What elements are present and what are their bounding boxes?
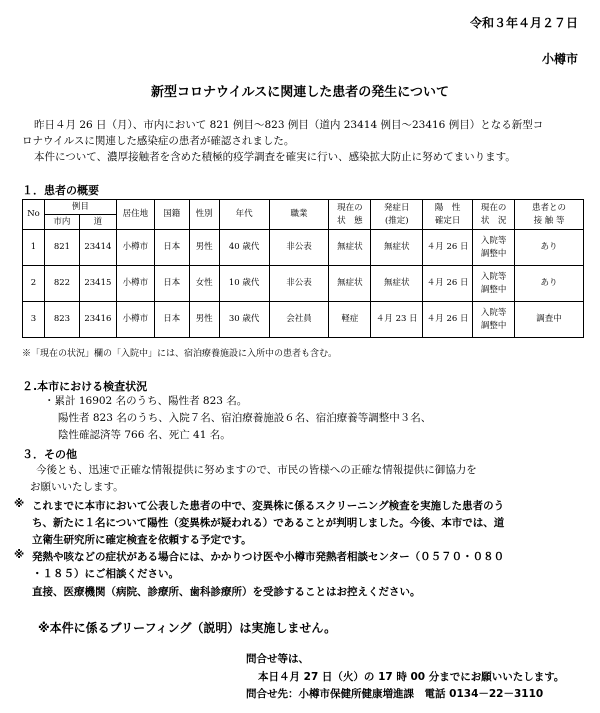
header-onset: 発症日 (推定) [371, 200, 423, 230]
header-current-state: 現在の 状 態 [329, 200, 371, 230]
contact-line-1: 問合せ等は、 [246, 653, 309, 665]
contact-line-2: 本日４月 27 日（火）の 17 時 00 分までにお願いいたします。 [258, 671, 565, 683]
table-row: 2 822 23415 小樽市 日本 女性 10 歳代 非公表 無症状 無症状 ４月 26 日 入院等 調整中 あり [23, 266, 584, 302]
patient-table [22, 199, 584, 338]
testing-line-2: 陽性者 823 名のうち、入院７名、宿泊療養施設６名、宿泊療養等調整中３名、 [58, 412, 432, 424]
document-title: 新型コロナウイルスに関連した患者の発生について [151, 85, 449, 100]
note-1-line-2: ち、新たに１名について陽性（変異株が疑われる）であることが判明しました。今後、本市では、道 [32, 517, 505, 529]
document-date: 令和３年４月２７日 [469, 16, 578, 30]
header-positive-date: 陽 性 確定日 [423, 200, 473, 230]
table-row: 1 821 23414 小樽市 日本 男性 40 歳代 非公表 無症状 無症状 ４月 26 日 入院等 調整中 あり [23, 230, 584, 266]
note-2-line-2: ・１８５）にご相談ください。 [32, 568, 179, 580]
section2-heading: ２.本市における検査状況 [22, 380, 148, 393]
note-2-mark: ※ [14, 549, 25, 561]
contact-line-3: 問合せ先：小樽市保健所健康増進課 電話 0134－22－3110 [246, 688, 544, 700]
header-sex: 性別 [189, 200, 219, 230]
header-no: No [23, 200, 45, 230]
section3-heading: ３．その他 [22, 448, 77, 461]
header-occupation: 職業 [269, 200, 329, 230]
header-residence: 居住地 [116, 200, 154, 230]
note-1-mark: ※ [14, 498, 25, 510]
header-age: 年代 [219, 200, 269, 230]
note-2-line-3: 直接、医療機関（病院、診療所、歯科診療所）を受診することはお控えください。 [32, 586, 421, 598]
intro-line-1: 昨日４月 26 日（月）、市内において 821 例目～823 例目（道内 23414 例目～23416 例目）となる新型コ [34, 119, 544, 131]
header-pref-no: 道 [79, 215, 116, 230]
issuer-city: 小樽市 [541, 52, 578, 66]
header-contacts: 患者との 接 触 等 [515, 200, 584, 230]
header-city-no: 市内 [44, 215, 79, 230]
note-1-line-3: 立衛生研究所に確定検査を依頼する予定です。 [32, 534, 252, 546]
other-line-2: お願いいたします。 [30, 481, 124, 493]
note-2-line-1: 発熱や咳などの症状がある場合には、かかりつけ医や小樽市発熱者相談センター（０５７０・０８０ [32, 551, 505, 563]
header-nationality: 国籍 [154, 200, 189, 230]
intro-line-3: 本件について、濃厚接触者を含めた積極的疫学調査を確実に行い、感染拡大防止に努めてまいります。 [34, 151, 516, 163]
table-row: 3 823 23416 小樽市 日本 男性 30 歳代 会社員 軽症 ４月 23 日 ４月 26 日 入院等 調整中 調査中 [23, 302, 584, 338]
section1-heading: １．患者の概要 [22, 184, 99, 197]
intro-line-2: ロナウイルスに関連した感染症の患者が確認されました。 [22, 135, 295, 147]
testing-line-3: 陰性確認済等 766 名、死亡 41 名。 [58, 429, 231, 441]
testing-line-1: ・累計 16902 名のうち、陽性者 823 名。 [44, 395, 248, 407]
header-status: 現在の 状 況 [473, 200, 515, 230]
header-case: 例目 [44, 200, 116, 215]
note-1-line-1: これまでに本市において公表した患者の中で、変異株に係るスクリーニング検査を実施した患者のう [32, 500, 505, 512]
table-note: ※「現在の状況」欄の「入院中」には、宿泊療養施設に入所中の患者も含む。 [22, 349, 338, 359]
briefing-notice: ※本件に係るブリーフィング（説明）は実施しません。 [38, 621, 337, 635]
other-line-1: 今後とも、迅速で正確な情報提供に努めますので、市民の皆様への正確な情報提供に御協力を [36, 464, 477, 476]
